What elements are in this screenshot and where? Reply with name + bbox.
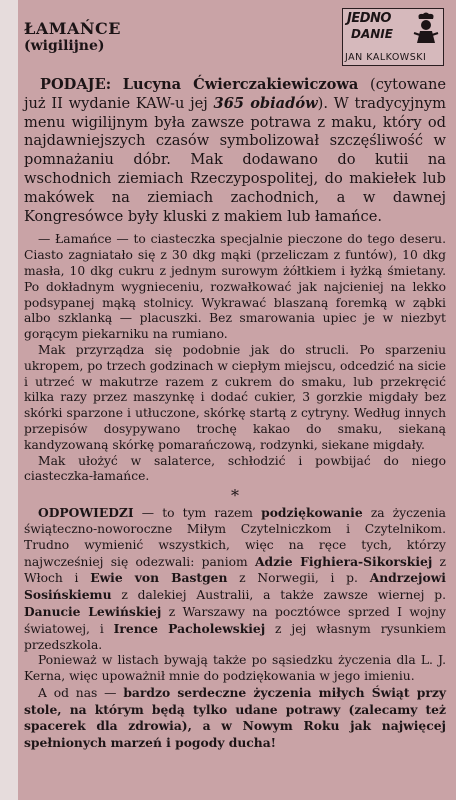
replies-text-d: z Włoch i [24,554,446,586]
wishes-text-b: bardzo serdeczne życzenia miłych Świąt przy stole, na którym będą tylko udane potrawy (zalecamy też spacerek dla zdrowia), a w Nowym Roku jak najwięcej spełnionych marzeń i pogody ducha! [24,684,446,751]
paragraph-recipe-dough: — Łamańce — to ciasteczka specjalnie pieczone do tego deseru. Ciasto zagniatało się z 30 dkg mąki (przeliczam z funtów), 10 dkg masła, 10 dkg cukru z jednym surowym żółtkiem i łyżką śmietany. Po dokładnym wygnieceniu, rozwałkować jak najcieniej na lekko podsypanej mąką stolnicy. Wykrawać blaszaną foremką w ząbki albo szklanką — placuszki. Bez smarowania upiec je w niezbyt gorącym piekarniku na rumiano. [24,232,446,342]
reader-name: Ewie von Bastgen [90,570,228,586]
article-header [24,6,446,74]
replies-text-f: z dalekiej Australii, a także zawsze wiernej p. [121,588,446,603]
lead-text-2: ). W tradycyjnym menu wigilijnym była zawsze potrawa z maku, który od najdawniejszych czasów symbolizował szczęśliwość w pomnażaniu dóbr. Mak dodawano do kutii na wschodnich ziemiach Rzeczypospolitej, do makiełek lub makówek na ziemiach zachodnich, a w dawnej Kongresówce były kluski z makiem lub łamańce. [24,94,447,225]
replies-text-c: za życzenia świąteczno-noworoczne Miłym Czytelniczkom i Czytelnikom. Trudno wymienić wszystkich, więc na ręce tych, którzy najwcześniej się odezwali: paniom [24,506,446,569]
logo-line-2: DANIE [351,27,393,41]
chef-icon [411,11,441,45]
page-margin [0,0,18,800]
book-title: 365 obiadów [213,94,318,112]
paragraph-kern: Ponieważ w listach bywają także po sąsiedzku życzenia dla L. J. Kerna, więc upoważnił mnie do podziękowania w jego imieniu. [24,653,446,684]
lead-text-1: (cytowane już II wydanie KAW-u jej [24,76,447,112]
article-title: ŁAMAŃCE [24,19,121,38]
paragraph-wishes [24,685,446,752]
logo-line-1: JEDNO [347,11,391,26]
wishes-text-a: A od nas — [38,685,117,700]
replies-text-g: z Warszawy na pocztówce sprzed I wojny światowej, i [24,604,446,636]
replies-label: ODPOWIEDZI [38,505,134,521]
paragraph-poppy-seed: Mak przyrządza się podobnie jak do strucli. Po sparzeniu ukropem, po trzech godzinach w ciepłym miejscu, odcedzić na sicie i utrzeć w makutrze razem z cukrem do smaku, lub przekręcić kilka razy przez maszynkę i dodać cukier, 3 gorzkie migdały bez skórki sparzone i utłuczone, skórkę startą z cytryny. Według innych przepisów dosypywano trochę kakao do smaku, siekaną kandyzowaną skórkę pomarańczową, rodzynki, siekane migdały. [24,342,446,452]
replies-text-e: z Norwegii, i p. [239,571,358,586]
logo-author: JAN KALKOWSKI [345,52,427,63]
reader-name: Irence Pacholewskiej [113,620,266,636]
replies-text-h: z jej własnym rysunkiem przedszkola. [24,621,446,652]
column-logo [342,8,444,66]
paragraph-serving: Mak ułożyć w salaterce, schłodzić i powbijać do niego ciasteczka-łamańce. [24,453,446,484]
replies-text-a: — to tym razem [141,506,253,521]
section-divider-star: * [231,486,239,506]
lead-author: Lucyna Ćwierczakiewiczowa [122,76,359,93]
replies-text-b: podziękowanie [261,505,363,521]
lead-paragraph [24,76,446,226]
paragraph-replies [24,505,446,653]
reader-name: Adzie Fighiera-Sikorskiej [254,553,433,569]
article-subtitle: (wigilijne) [24,38,105,54]
lead-label: PODAJE: [40,76,112,93]
reader-name: Andrzejowi Sosińskiemu [24,570,446,603]
reader-name: Danucie Lewińskiej [24,603,162,619]
title-block [24,20,121,54]
article-body [24,232,446,752]
